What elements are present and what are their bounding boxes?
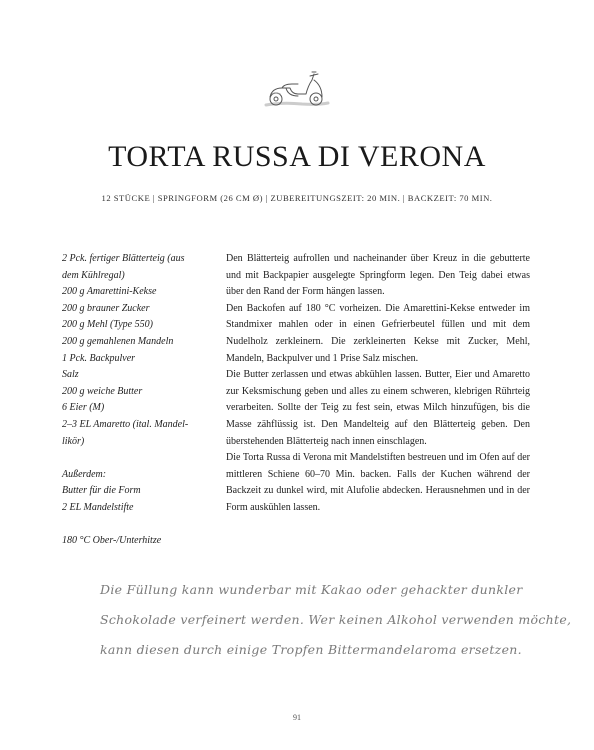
ingredient-line: 1 Pck. Backpulver <box>62 352 136 364</box>
page-number: 91 <box>293 713 301 722</box>
ingredient-spacer <box>62 450 222 467</box>
ingredient-line: 6 Eier (M) <box>62 402 105 414</box>
tip-line: Die Füllung kann wunderbar mit Kakao oder gehackter dunkler <box>100 582 523 597</box>
ingredient-line: 200 g gemahlenen Mandeln <box>62 335 174 347</box>
ingredient-line: Außerdem: <box>62 468 107 480</box>
ingredient-line: 2 EL Mandelstifte <box>62 501 134 513</box>
preparation-steps <box>226 251 530 517</box>
tip-line: kann diesen durch einige Tropfen Bittermandelaroma ersetzen. <box>100 642 522 657</box>
step-paragraph: Den Backofen auf 180 °C vorheizen. Die Amarettini-Kekse entweder im Standmixer mahlen oder in einen Gefrierbeutel füllen und mit dem Nudelholz zerkleinern. Die zerkleinerten Kekse mit Zucker, Mehl, Mandeln, Backpulver und 1 Prise Salz mischen. <box>226 302 530 364</box>
tip-line: Schokolade verfeinert werden. Wer keinen Alkohol verwenden möchte, <box>100 612 572 627</box>
step-paragraph: Die Butter zerlassen und etwas abkühlen lassen. Butter, Eier und Amaretto zur Keksmischung geben und alles zu einem schweren, klebrigen Rührteig verarbeiten. Sollte der Teig zu fest sein, etwas Milch hinzufügen, bis die Masse zähflüssig ist. Den Mandelteig auf den Blätterteig geben. Den überstehenden Blätterteig nach innen einschlagen. <box>226 369 530 447</box>
ingredient-line: 200 g weiche Butter <box>62 385 143 397</box>
ingredient-line: 200 g Amarettini-Kekse <box>62 286 157 298</box>
ingredient-line: 2 Pck. fertiger Blätterteig (aus <box>62 253 185 264</box>
ingredient-line: 180 °C Ober-/Unterhitze <box>62 535 162 547</box>
ingredient-line: 2–3 EL Amaretto (ital. Mandel- <box>62 418 189 430</box>
step-paragraph: Den Blätterteig aufrollen und nacheinander über Kreuz in die gebutterte und mit Backpapier ausgelegte Springform legen. Den Teig dabei etwas über den Rand der Form hängen lassen. <box>226 253 530 298</box>
recipe-title: TORTA RUSSA DI VERONA <box>108 140 486 173</box>
ingredient-line: 200 g brauner Zucker <box>62 302 150 314</box>
ingredient-line: 200 g Mehl (Type 550) <box>62 319 153 331</box>
ingredient-spacer <box>62 517 222 534</box>
handwritten-tip <box>100 575 572 665</box>
ingredient-line: likör) <box>62 435 85 447</box>
ingredient-line: Butter für die Form <box>62 485 141 497</box>
step-paragraph: Die Torta Russa di Verona mit Mandelstiften bestreuen und im Ofen auf der mittleren Schiene 60–70 Min. backen. Falls der Kuchen während der Backzeit zu dunkel wird, mit Alufolie abdecken. Herausnehmen und in der Form auskühlen lassen. <box>226 452 530 513</box>
vespa-scooter-illustration <box>262 64 332 112</box>
ingredient-list <box>62 251 222 550</box>
ingredient-line: dem Kühlregal) <box>62 269 125 281</box>
ingredient-line: Salz <box>62 369 79 381</box>
recipe-meta: 12 STÜCKE | SPRINGFORM (26 CM Ø) | ZUBEREITUNGSZEIT: 20 MIN. | BACKZEIT: 70 MIN. <box>101 193 493 203</box>
